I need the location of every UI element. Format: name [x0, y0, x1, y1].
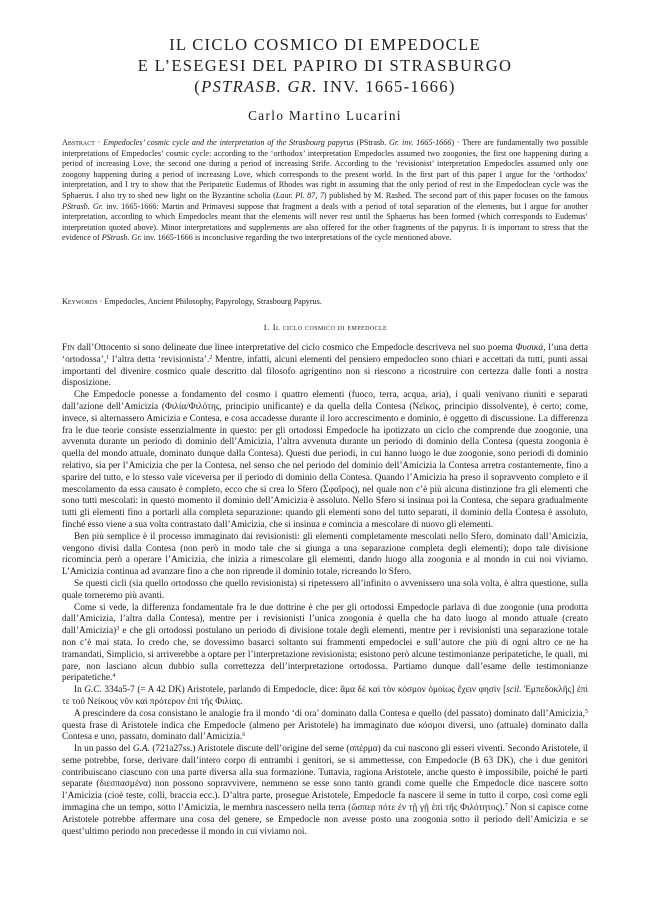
keywords-label: Keywords	[62, 297, 98, 306]
title-open-paren: (	[194, 77, 202, 96]
paragraph-text: e che gli ortodossi postulano un periodo di divisione totale degli elementi, mentre per i revisionisti una separazione totale non c’è mai stata. Io credo che, se dovessimo basarci soltanto sui frammenti empedoclei e sull’autore che più di ogni altro ce ne ha tramandati, Simplicio, si arriverebbe a optare per l’interpretazione revisionista; esistono però alcune testimonianze peripatetiche, le quali, mi pare, non lasciano alcun dubbio sulla correttezza dell’interpretazione ortodossa. Partiamo dunque dall’esame delle testimonianze peripatetiche.	[62, 626, 588, 684]
footnote-ref[interactable]: 4	[112, 673, 116, 680]
paragraph: Se questi cicli (sia quello ortodosso che quello revisionista) si ripetessero all’infinito o avvenissero una sola volta, è altra questione, sulla quale torneremo più avanti.	[62, 578, 588, 601]
paragraph	[62, 709, 588, 744]
footnote-ref[interactable]: 2	[209, 354, 213, 361]
footnote-ref[interactable]: 5	[585, 708, 588, 715]
paragraph: Che Empedocle ponesse a fondamento del cosmo i quattro elementi (fuoco, terra, acqua, aria), i quali venivano riuniti e separati dall’azione dell’Amicizia (Φιλία/Φιλότης, principio unificante) e da quella della Contesa (Νεῖκος, principio dissolvente), è certo; come, invece, si alternassero Amicizia e Contesa, e cosa accadesse durante il loro accrescimento e dominio, è oggetto di discussione. La differenza fra le due teorie consiste essenzialmente in questo: per gli ortodossi Empedocle ha ipotizzato un ciclo che comprende due zoogonie, una avvenuta durante un periodo di dominio dell’Amicizia, l’altra avvenuta durante un periodo di dominio della Contesa (questa zoogonia è quella del mondo attuale, dominato dunque dalla Contesa). Questi due periodi, in cui hanno luogo le due zoogonie, sono periodi di dominio relativo, sia per l’Amicizia che per la Contesa, nel senso che nel periodo del dominio dell’Amicizia la Contesa arretra costantemente, fino a sparire del tutto, e lo stesso vale viceversa per il periodo di dominio della Contesa. Quando l’Amicizia ha preso il sopravvento completo e il mescolamento da essa causato è completo, ecco che si crea lo Sfero (Σφαῖρος), nel quale non c’è più alcuna distinzione fra gli elementi che sono tutti mescolati: in questo momento il dominio dell’Amicizia è assoluto. Nello Sfero si insinua poi la Contesa, che separa gradualmente tutti gli elementi fino a portarli alla completa separazione: quando gli elementi sono del tutto separati, il dominio della Contesa è assoluto, finché esso viene a sua volta contrastato dall’Amicizia, che si insinua e comincia a mescolare di nuovo gli elementi.	[62, 390, 588, 530]
footnote-ref[interactable]: 1	[106, 354, 110, 361]
paper-title-line-3	[40, 77, 610, 97]
footnote-ref[interactable]: 7	[504, 803, 508, 810]
title-papyrus-siglum: PSTRASB. GR.	[201, 77, 318, 96]
abstract-italic: Gr. inv. 1665-1666	[389, 138, 452, 147]
section-heading	[62, 322, 588, 332]
paragraph-text: (721a27ss.) Aristotele discute dell’origine del seme (σπέρμα) da cui nascono gli esseri viventi. Secondo Aristotele, il seme potrebbe, forse, derivare dall’intero corpo di entrambi i genitori, se si ammettesse, con Empedocle (B 63 DK), che i due genitori contribuiscano ciascuno con una parte diversa alla sua formazione. Tuttavia, ragiona Aristotele, anche questo è impossibile, poiché le parti separate (διεσπασμένα) non possono sopravvivere, nemmeno se esse sono tanto grandi come quelle che Empedocle dice nascere sotto l’Amicizia (cioè teste, colli, braccia ecc.). D’altra parte, prosegue Aristotele, Empedocle fa nascere il seme in tutto il corpo, così come egli immagina che un tempo, sotto l’Amicizia, le membra nascessero nella terra (ὥσπερ πότε ἐν τῇ γῇ ἐπὶ τῆς Φιλότητος).	[62, 744, 589, 814]
abstract-italic: PStrasb. Gr.	[101, 233, 142, 243]
greek-term: Φυσικά	[515, 343, 544, 353]
greek-quote: ἅμα δὲ καί τὸν κόσμον ὁμοίως ἔχειν φησὶν [	[340, 685, 507, 696]
keywords	[62, 297, 588, 308]
abstract-english-title: Empedocles’ cosmic cycle and the interpretation of the Strasbourg papyrus	[103, 138, 354, 147]
paper-title-line-1: IL CICLO COSMICO DI EMPEDOCLE	[169, 35, 481, 54]
paragraph-text: In un passo del	[74, 744, 133, 755]
author-name: Carlo Martino Lucarini	[248, 108, 402, 123]
abstract-separator: ·	[94, 138, 104, 147]
lead-word: Fin	[62, 343, 75, 353]
abstract-text: ) · There are fundamentally two possible interpretations of Empedocles’ cosmic cycle: according to the ‘orthodox’ interpretation Empedocles assumed two zoogonies, the first one happening during a period of increasing Love, the second one during a period of increasing Strife. According to the ‘revisionist’ interpretation Empedocles assumed only one zoogony happening during a period of increasing Love, which corresponds to the present world. In the first part of this paper I argue for the ‘orthodox’ interpretation, and I try to show that the Peripatetic Eudemus of Rhodes was right in assuming that the only period of rest in the Empedoclean cycle was the Sphaerus. I also try to shed new light on the Byzantine scholia (	[62, 138, 588, 200]
abstract-text: inv. 1665-1666: Martin and Primavesi suppose that fragment a deals with a period of total separation of the elements, but I argue for another interpretation, according to which Empedocles meant that the elements will never rest until the Sphaerus has been formed (which corresponds to Eudemus’ interpretation quoted above). Minor interpretations and supplements are also offered for the other fragments of the papyrus. It is important to stress that the evidence of	[62, 201, 589, 243]
footnote-ref[interactable]: 6	[242, 732, 246, 739]
paragraph-text: questa frase di Aristotele indica che Empedocle (almeno per Aristotele) ha immaginato due κόσμοι diversi, uno (attuale) dominato dalla Contesa e uno, passato, dominato dall’Amicizia.	[62, 720, 588, 743]
footnote-ref[interactable]: 3	[116, 626, 120, 633]
title-inventory: INV. 1665-1666)	[317, 77, 456, 96]
paragraph	[62, 603, 588, 686]
paragraph-text: Come si vede, la differenza fondamentale fra le due dottrine è che per gli ortodossi Empedocle parlava di due zoogonie (una prodotta dall’Amicizia, l’altra dalla Contesa), mentre per i revisionisti l’unica zoogonia è quella che ha dato luogo al mondo attuale (creato dall’Amicizia)	[62, 602, 588, 637]
paragraph: Ben più semplice è il processo immaginato dai revisionisti: gli elementi completamente mescolati nello Sfero, dominato dall’Amicizia, vengono divisi dalla Contesa (non però in modo tale che si giunga a una separazione completa degli elementi); dopo tale divisione ricomincia però a operare l’Amicizia, che inizia a rimescolare gli elementi, dando luogo alla zoogonia e al mondo in cui noi viviamo. L’Amicizia continua ad avanzare fino a che non riprende il dominio totale, ricreando lo Sfero.	[62, 531, 588, 578]
abstract	[62, 138, 588, 244]
scilicet: scil.	[506, 685, 522, 696]
greek-quote: Ἐμπεδοκλῆς] ἐπί τε τοῦ Νείκους νῦν καὶ πρότερον ἐπὶ τῆς Φιλίας.	[62, 685, 588, 707]
paragraph	[62, 343, 588, 390]
paragraph-text: Non si capisce come Aristotele potrebbe affermare una cosa del genere, se Empedocle non avesse posto una zoogonia sotto il periodo dell’Amicizia e se quest’ultimo periodo non precedesse il mondo in cui viviamo noi.	[62, 803, 588, 837]
abstract-italic: PStrasb. Gr.	[62, 201, 104, 211]
paragraph-text: l’altra detta ‘revisionista’.	[109, 354, 210, 365]
abstract-text: inv. 1665-1666 is inconclusive regarding the two interpretations of the cycle mentioned above.	[141, 233, 452, 243]
work-title: G.A.	[132, 744, 150, 755]
body-text	[62, 343, 588, 838]
paragraph-text: Mentre, infatti, alcuni elementi del pensiero empedocleo sono chiari e accettati da tutti, punti assai importanti del divenire cosmico quale descritto dal filosofo agrigentino non si riescono a ricostruire con certezza dalle fonti a nostra disposizione.	[62, 354, 588, 389]
paragraph-text: In	[74, 685, 85, 696]
paper-title-line-2: E L’ESEGESI DEL PAPIRO DI STRASBURGO	[137, 56, 513, 75]
paragraph-text: 334a5-7 (= A 42 DK) Aristotele, parlando di Empedocle, dice:	[101, 685, 341, 696]
paragraph	[62, 744, 588, 838]
section-number: 1.	[262, 322, 273, 332]
abstract-text: (PStrasb.	[353, 138, 390, 147]
paragraph	[62, 685, 588, 709]
paragraph-text: dall’Ottocento si sono delineate due linee interpretative del ciclo cosmico che Empedocle descriveva nel suo poema	[74, 343, 516, 353]
abstract-italic: Laur. Pl. 87, 7	[275, 190, 324, 200]
abstract-label: Abstract	[62, 138, 95, 147]
work-title: G.C.	[84, 685, 102, 696]
abstract-text: ) published by M. Rashed. The second part of this paper focuses on the famous	[323, 190, 589, 200]
paragraph-text: , l’una detta ‘ortodossa’,	[62, 343, 588, 365]
keywords-list: · Empedocles, Ancient Philosophy, Papyrology, Strasbourg Papyrus.	[97, 297, 322, 306]
section-title: Il ciclo cosmico di empedocle	[272, 322, 388, 332]
paragraph-text: A prescindere da cosa consistano le analogie fra il mondo ‘di ora’ dominato dalla Contesa e quello (del passato) dominato dall’Amicizia,	[74, 708, 585, 719]
